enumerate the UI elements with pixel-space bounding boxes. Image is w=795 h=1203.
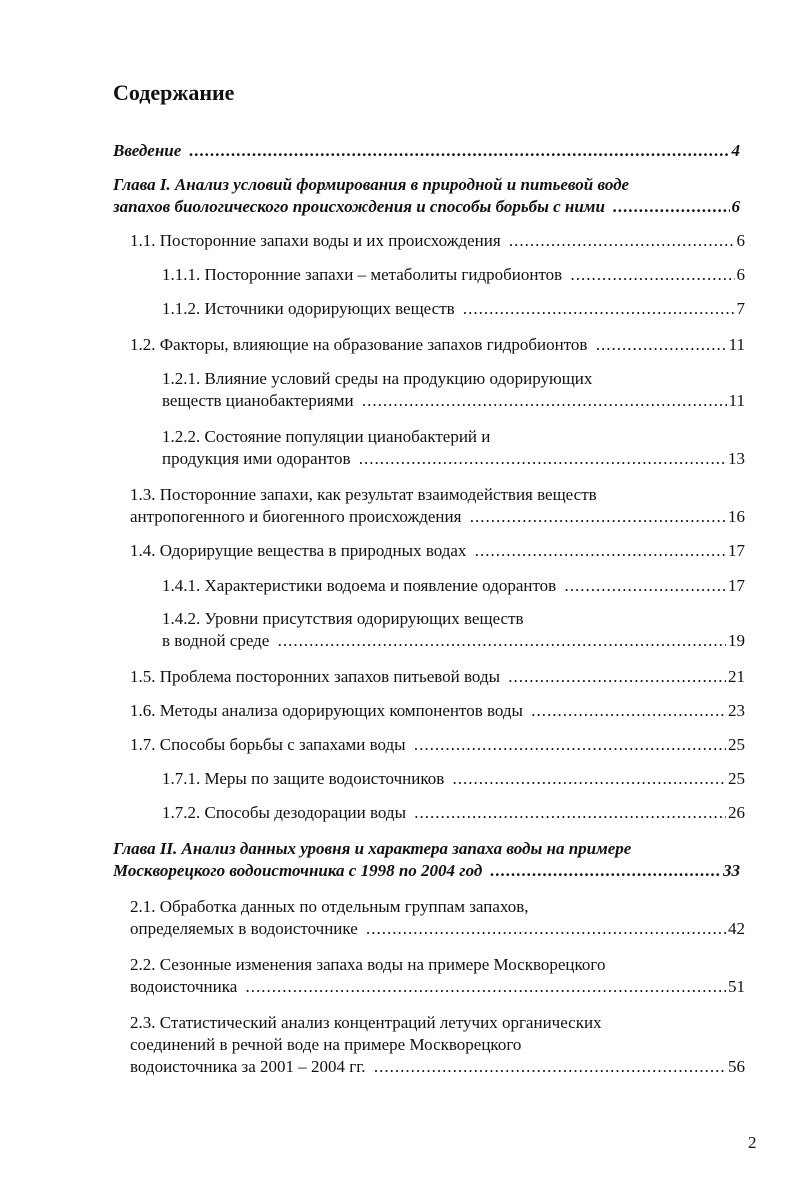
toc-entry-1-2-1[interactable] bbox=[162, 368, 748, 412]
toc-entry-page: 17 bbox=[726, 575, 748, 597]
toc-entry-1-1[interactable] bbox=[130, 230, 748, 252]
page-number: 2 bbox=[748, 1133, 757, 1152]
toc-entry-page: 6 bbox=[735, 264, 749, 286]
toc-entry-2-2[interactable] bbox=[130, 954, 748, 998]
toc-entry-page: 11 bbox=[727, 390, 748, 412]
toc-entry-label: 1.6. Методы анализа одорирующих компонентов воды bbox=[130, 701, 526, 720]
toc-entry-page: 6 bbox=[731, 197, 740, 216]
toc-entry-label: 1.1.2. Источники одорирующих веществ bbox=[162, 299, 458, 318]
toc-entry-1-7[interactable] bbox=[130, 734, 748, 756]
toc-entry-label: 1.7. Способы борьбы с запахами воды bbox=[130, 735, 409, 754]
toc-entry-page: 4 bbox=[731, 141, 740, 160]
toc-entry-2-3[interactable] bbox=[130, 1012, 748, 1078]
toc-entry-label: в водной среде bbox=[162, 631, 272, 650]
toc-entry-introduction[interactable] bbox=[113, 140, 740, 162]
toc-entry-chapter-2[interactable] bbox=[113, 838, 740, 882]
toc-entry-page: 13 bbox=[726, 448, 748, 470]
toc-entry-label: соединений в речной воде на примере Москворецкого bbox=[130, 1035, 522, 1054]
toc-entry-page: 25 bbox=[726, 734, 748, 756]
toc-entry-label: антропогенного и биогенного происхождения bbox=[130, 507, 464, 526]
toc-entry-label: водоисточника bbox=[130, 977, 240, 996]
toc-entry-1-7-2[interactable] bbox=[162, 802, 748, 824]
toc-entry-page: 56 bbox=[726, 1056, 748, 1078]
toc-entry-1-3[interactable] bbox=[130, 484, 748, 528]
toc-entry-page: 17 bbox=[726, 540, 748, 562]
toc-entry-1-4[interactable] bbox=[130, 540, 748, 562]
toc-entry-label: 1.1. Посторонние запахи воды и их происхождения bbox=[130, 231, 504, 250]
toc-entry-page: 6 bbox=[735, 230, 749, 252]
toc-entry-label: водоисточника за 2001 – 2004 гг. bbox=[130, 1057, 369, 1076]
toc-entry-label: 1.4.1. Характеристики водоема и появление одорантов bbox=[162, 576, 559, 595]
toc-entry-label: веществ цианобактериями bbox=[162, 391, 357, 410]
toc-entry-label: Введение bbox=[113, 141, 184, 160]
toc-entry-label: 1.1.1. Посторонние запахи – метаболиты гидробионтов bbox=[162, 265, 565, 284]
toc-entry-page: 51 bbox=[726, 976, 748, 998]
toc-entry-1-4-1[interactable] bbox=[162, 575, 748, 597]
toc-entry-page: 19 bbox=[726, 630, 748, 652]
toc-entry-label: Глава II. Анализ данных уровня и характера запаха воды на примере bbox=[113, 839, 632, 858]
toc-entry-label: 2.2. Сезонные изменения запаха воды на примере Москворецкого bbox=[130, 955, 606, 974]
toc-entry-label: Глава I. Анализ условий формирования в природной и питьевой воде bbox=[113, 175, 630, 194]
toc-entry-1-2[interactable] bbox=[130, 334, 748, 356]
toc-entry-page: 26 bbox=[726, 802, 748, 824]
toc-entry-label: 1.3. Посторонние запахи, как результат взаимодействия веществ bbox=[130, 485, 597, 504]
toc-entry-label: 1.7.1. Меры по защите водоисточников bbox=[162, 769, 447, 788]
toc-entry-page: 16 bbox=[726, 506, 748, 528]
toc-entry-label: определяемых в водоисточнике bbox=[130, 919, 361, 938]
toc-entry-1-4-2[interactable] bbox=[162, 608, 748, 652]
toc-entry-label: 1.2.2. Состояние популяции цианобактерий и bbox=[162, 427, 491, 446]
toc-entry-1-5[interactable] bbox=[130, 666, 748, 688]
toc-entry-1-6[interactable] bbox=[130, 700, 748, 722]
toc-entry-page: 25 bbox=[726, 768, 748, 790]
toc-entry-page: 21 bbox=[726, 666, 748, 688]
toc-entry-label: Москворецкого водоисточника с 1998 по 2004 год bbox=[113, 861, 485, 880]
toc-entry-label: продукция ими одорантов bbox=[162, 449, 354, 468]
toc-entry-1-1-2[interactable] bbox=[162, 298, 748, 320]
toc-entry-2-1[interactable] bbox=[130, 896, 748, 940]
toc-entry-1-7-1[interactable] bbox=[162, 768, 748, 790]
toc-entry-1-1-1[interactable] bbox=[162, 264, 748, 286]
toc-entry-label: 1.2. Факторы, влияющие на образование запахов гидробионтов bbox=[130, 335, 590, 354]
toc-entry-page: 33 bbox=[723, 861, 740, 880]
toc-entry-label: 1.4. Одорирущие вещества в природных водах bbox=[130, 541, 469, 560]
toc-entry-page: 11 bbox=[727, 334, 748, 356]
toc-entry-page: 42 bbox=[726, 918, 748, 940]
toc-entry-label: запахов биологического происхождения и способы борьбы с ними bbox=[113, 197, 608, 216]
toc-entry-page: 7 bbox=[735, 298, 749, 320]
toc-entry-chapter-1[interactable] bbox=[113, 174, 740, 218]
toc-entry-label: 1.5. Проблема посторонних запахов питьевой воды bbox=[130, 667, 503, 686]
toc-entry-label: 1.4.2. Уровни присутствия одорирующих веществ bbox=[162, 609, 524, 628]
toc-entry-label: 2.1. Обработка данных по отдельным группам запахов, bbox=[130, 897, 529, 916]
toc-entry-page: 23 bbox=[726, 700, 748, 722]
page-title: Содержание bbox=[113, 80, 235, 105]
toc-entry-1-2-2[interactable] bbox=[162, 426, 748, 470]
toc-entry-label: 1.7.2. Способы дезодорации воды bbox=[162, 803, 409, 822]
toc-entry-label: 2.3. Статистический анализ концентраций летучих органических bbox=[130, 1013, 602, 1032]
toc-entry-label: 1.2.1. Влияние условий среды на продукцию одорирующих bbox=[162, 369, 593, 388]
